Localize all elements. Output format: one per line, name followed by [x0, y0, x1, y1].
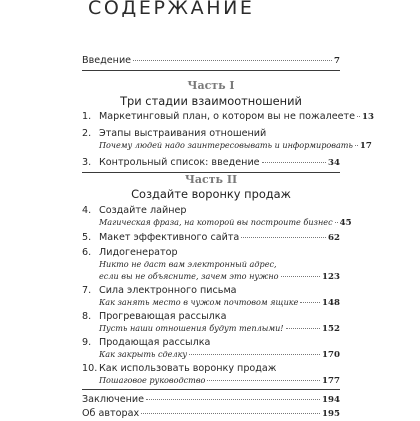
toc-entry-label: Прогревающая рассылка: [99, 311, 227, 322]
toc-page-number: 13: [362, 112, 374, 122]
toc-entry-label: Заключение: [82, 394, 145, 405]
toc-subtitle-text: Почему людей надо заинтересовывать и информировать: [99, 140, 353, 150]
chapter-number: 4.: [82, 205, 92, 216]
toc-entry-label: Как использовать воронку продаж: [99, 363, 277, 374]
dot-leader: [207, 380, 320, 381]
chapter-number: 3.: [82, 157, 92, 168]
toc-page-number: 17: [359, 141, 372, 151]
toc-entry-label: Об авторах: [82, 408, 140, 419]
toc-entry-authors[interactable]: [82, 407, 340, 421]
toc-entry-label: Макет эффективного сайта: [99, 232, 240, 243]
toc-entry-label: Лидогенератор: [99, 247, 178, 258]
dot-leader: [300, 302, 320, 303]
toc-subtitle-text: Как закрыть сделку: [99, 349, 188, 359]
chapter-number: 10.: [82, 363, 98, 374]
dot-leader: [281, 276, 321, 277]
toc-entry-subtitle: [99, 216, 352, 229]
chapter-number: 7.: [82, 285, 92, 296]
toc-subtitle-text: Магическая фраза, на которой вы построите бизнес: [99, 217, 333, 227]
dot-leader: [189, 354, 320, 355]
toc-subtitle-text: Никто не даст вам электронный адрес,: [99, 259, 277, 269]
chapter-number: 9.: [82, 337, 92, 348]
dot-leader: [133, 60, 332, 61]
chapter-number: 6.: [82, 247, 92, 258]
toc-page-number: 123: [322, 272, 340, 282]
toc-entry-subtitle: [99, 270, 340, 283]
toc-entry-label: Контрольный список: введение: [99, 157, 260, 168]
toc-entry-label: Создайте лайнер: [99, 205, 187, 216]
toc-page-number: 62: [328, 233, 340, 243]
toc-page-number: 152: [322, 324, 340, 334]
toc-page-number: 34: [328, 158, 340, 168]
section-divider: [82, 389, 340, 390]
toc-subtitle-text: если вы не объясните, зачем это нужно: [99, 271, 279, 281]
toc-subtitle-text: Пошаговое руководство: [99, 375, 206, 385]
toc-subtitle-text: Как занять место в чужом почтовом ящике: [99, 297, 299, 307]
chapter-number: 2.: [82, 128, 92, 139]
toc-page-number: 7: [334, 56, 340, 66]
part-title: Создайте воронку продаж: [131, 187, 291, 201]
chapter-number: 1.: [82, 111, 92, 122]
toc-entry-subtitle: [99, 139, 372, 152]
toc-entry-label: Этапы выстраивания отношений: [99, 128, 267, 139]
chapter-number: 5.: [82, 232, 92, 243]
dot-leader: [262, 162, 326, 163]
part-label: Часть I: [187, 79, 235, 92]
toc-entry-subtitle: [99, 296, 340, 309]
toc-entry-chapter-1[interactable]: [82, 110, 374, 124]
toc-entry-chapter-3[interactable]: [82, 156, 340, 170]
toc-entry-conclusion[interactable]: [82, 393, 340, 407]
dot-leader: [141, 413, 320, 414]
dot-leader: [146, 399, 320, 400]
dot-leader: [241, 237, 326, 238]
toc-page-number: 195: [322, 409, 340, 419]
toc-entry-label: Продающая рассылка: [99, 337, 211, 348]
section-divider: [82, 70, 340, 71]
toc-entry-label: Сила электронного письма: [99, 285, 237, 296]
toc-entry-subtitle: [99, 322, 340, 335]
page-title: СОДЕРЖАНИЕ: [88, 0, 255, 19]
toc-entry-label: Введение: [82, 55, 132, 66]
dot-leader: [335, 222, 338, 223]
chapter-number: 8.: [82, 311, 92, 322]
toc-subtitle-text: Пусть наши отношения будут теплыми!: [99, 323, 284, 333]
toc-entry-subtitle: [99, 258, 340, 270]
toc-page-number: 177: [322, 376, 340, 386]
toc-entry-subtitle: [99, 348, 340, 361]
toc-entry-label: Маркетинговый план, о котором вы не пожалеете: [99, 111, 356, 122]
toc-entry-subtitle: [99, 374, 340, 387]
toc-page-number: 45: [339, 218, 352, 228]
part-title: Три стадии взаимоотношений: [120, 94, 302, 108]
toc-page-number: 170: [322, 350, 340, 360]
dot-leader: [357, 116, 360, 117]
dot-leader: [355, 145, 358, 146]
toc-page-number: 194: [322, 395, 340, 405]
toc-entry-intro[interactable]: [82, 54, 340, 68]
dot-leader: [286, 328, 321, 329]
toc-page-number: 148: [322, 298, 340, 308]
toc-entry-chapter-5[interactable]: [82, 231, 340, 245]
part-label: Часть II: [184, 173, 238, 186]
